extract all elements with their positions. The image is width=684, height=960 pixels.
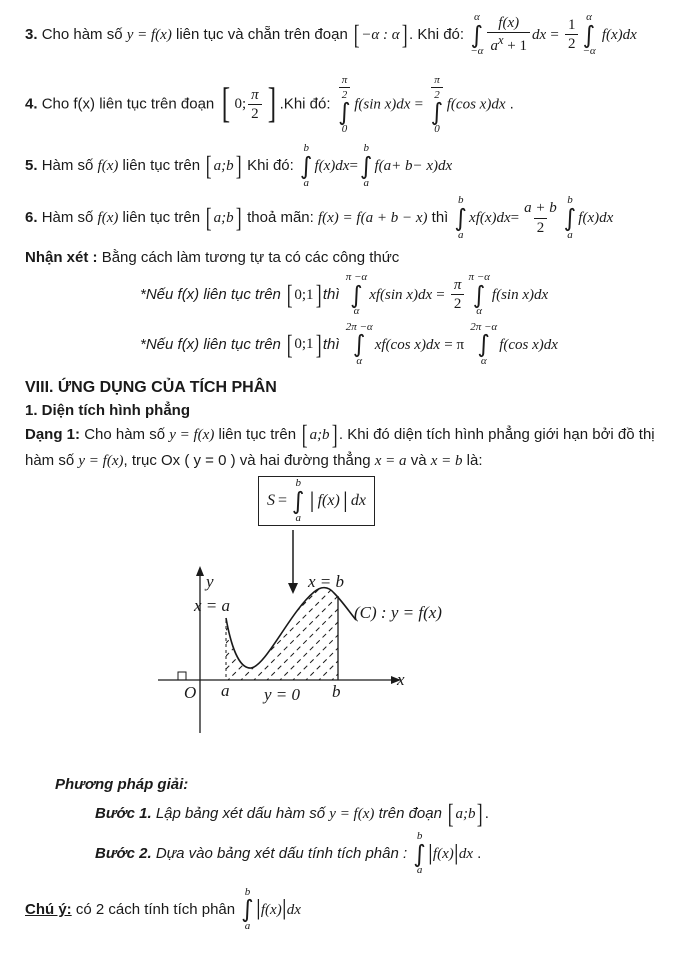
right-bracket: ] <box>235 150 242 182</box>
text: Hàm số <box>41 209 94 227</box>
fraction: $\frac{1}{2}$ <box>565 17 579 53</box>
fraction: $\frac{f(x)}{a^x + 1}$ <box>487 15 530 55</box>
dang-label: Dạng 1: <box>25 426 81 444</box>
text: thì <box>322 285 340 303</box>
text: thì <box>431 209 449 227</box>
math: y = f(x) <box>126 26 172 43</box>
math: f(x)dx <box>314 158 350 175</box>
remark <box>0 249 684 268</box>
step-1 <box>0 797 684 829</box>
step-label: Bước 2. <box>95 844 152 862</box>
right-bracket: ] <box>477 797 484 829</box>
text: liên tục trên <box>218 426 297 444</box>
label-x-eq-b: x = b <box>308 572 345 592</box>
right-angle-marker <box>178 672 186 680</box>
abs-bar: | <box>281 896 287 921</box>
text: là: <box>466 452 483 470</box>
left-bracket: [ <box>353 18 360 50</box>
text: . Khi đó diện tích hình phẳng giới hạn bởi đồ thị <box>338 426 655 444</box>
label-curve: (C) : y = f(x) <box>354 603 442 623</box>
item-number: 6. <box>25 209 38 227</box>
math: S <box>267 492 275 510</box>
math: y = f(x) <box>329 805 375 822</box>
math: f(cos x)dx <box>446 96 506 113</box>
integral: b ∫ a <box>563 194 577 241</box>
left-bracket: [ <box>286 328 293 360</box>
integral: α ∫ −α <box>582 11 596 58</box>
math: xf(sin x)dx <box>369 286 433 303</box>
math: dx <box>350 492 366 510</box>
formula-box <box>258 476 375 526</box>
integral-sign: ∫ <box>338 98 351 127</box>
math: f(x) <box>97 158 119 175</box>
item-6 <box>0 195 684 241</box>
remark-label: Nhận xét : <box>25 249 98 267</box>
equals: = <box>349 158 358 175</box>
dang-1-line-2 <box>0 452 684 471</box>
integral-sign: ∫ <box>454 203 468 232</box>
math: f(x) <box>432 845 454 862</box>
math: dx <box>286 901 301 918</box>
area-graph <box>148 530 488 748</box>
integral: b ∫ a <box>413 829 426 877</box>
note-2 <box>0 322 684 368</box>
left-bracket: [ <box>205 150 212 182</box>
equals: = <box>414 96 424 113</box>
math: f(sin x)dx <box>491 286 549 303</box>
integral: b ∫ a <box>292 477 305 524</box>
step-label: Bước 1. <box>95 804 152 822</box>
integral-sign: ∫ <box>292 486 305 515</box>
integral-sign: ∫ <box>470 20 484 49</box>
integral-sign: ∫ <box>563 203 577 232</box>
integral: $\frac{\pi}{2}$ ∫ 0 <box>338 73 351 135</box>
text: Dựa vào bảng xét dấu tính tích phân : <box>155 844 408 862</box>
left-bracket: [ <box>222 80 231 127</box>
integral: 2π −α ∫ α <box>345 320 373 368</box>
right-bracket: ] <box>331 419 338 451</box>
label-x-eq-a: x = a <box>194 596 231 616</box>
item-5 <box>0 143 684 189</box>
text: trên đoạn <box>378 804 442 822</box>
math: f(x) <box>97 210 119 227</box>
math: f(x) = f(a + b − x) <box>317 210 428 227</box>
fraction: $\frac{\pi}{2}$ <box>248 87 262 123</box>
text: Cho hàm số <box>41 25 123 43</box>
math: f(cos x)dx <box>499 336 558 353</box>
bracket-group: [ 0; $\frac{\pi}{2}$ ] <box>222 80 276 127</box>
integral: b ∫ a <box>454 194 468 241</box>
integral-sign: ∫ <box>299 151 313 180</box>
math: f(x)dx <box>578 210 614 227</box>
fraction: $\frac{\pi}{2}$ <box>451 277 465 313</box>
text: thì <box>322 335 340 353</box>
label-a: a <box>221 681 230 701</box>
equals: = π <box>444 336 465 353</box>
text: . <box>509 95 514 113</box>
bracket-group: [ a;b ] <box>447 797 484 829</box>
method-title: Phương pháp giải: <box>55 776 189 794</box>
abs-bar: | <box>309 488 315 513</box>
label-y-eq-0: y = 0 <box>264 685 301 705</box>
left-bracket: [ <box>447 797 454 829</box>
math: f(x) <box>317 492 340 510</box>
integral: b ∫ a <box>359 142 373 189</box>
equals: = <box>278 492 288 510</box>
right-bracket: ] <box>267 80 276 127</box>
label-origin: O <box>184 683 197 703</box>
text: liên tục trên <box>122 209 201 227</box>
bracket-group: [ a;b ] <box>301 419 338 451</box>
step-2 <box>0 831 684 877</box>
abs-bar: | <box>453 840 459 865</box>
left-bracket: [ <box>286 278 293 310</box>
math: dx <box>531 26 547 43</box>
integral-sign: ∫ <box>413 839 426 868</box>
equals: = <box>550 26 559 43</box>
left-bracket: [ <box>301 419 308 451</box>
text: thoả mãn: <box>247 209 314 227</box>
integral: 2π −α ∫ α <box>470 320 498 368</box>
item-3 <box>0 12 684 58</box>
item-number: 4. <box>25 95 38 113</box>
abs-bar: | <box>342 488 348 513</box>
integral: b ∫ a <box>241 885 254 933</box>
math: y = f(x) <box>169 427 215 444</box>
math: f(x) <box>260 901 282 918</box>
abs-bar: | <box>255 896 261 921</box>
text: *Nếu f(x) liên tục trên <box>140 285 281 303</box>
right-bracket: ] <box>315 278 322 310</box>
integral: α ∫ −α <box>470 11 484 58</box>
integral-sign: ∫ <box>352 330 366 359</box>
equals: = <box>436 286 445 303</box>
text: liên tục trên <box>122 157 201 175</box>
bracket-group: [ a;b ] <box>205 150 242 182</box>
text: Hàm số <box>41 157 94 175</box>
text: , trục Ox ( y = 0 ) và hai đường thẳng <box>123 452 371 470</box>
subsection-heading: 1. Diện tích hình phẳng <box>25 401 190 419</box>
right-bracket: ] <box>315 328 322 360</box>
math: f(sin x)dx <box>354 96 411 113</box>
text: . <box>484 804 489 822</box>
bracket-content: −α : α <box>361 26 400 43</box>
text: và <box>410 452 427 470</box>
text: .Khi đó: <box>279 95 331 113</box>
integral: π −α ∫ α <box>345 270 368 318</box>
text: Lập bảng xét dấu hàm số <box>155 804 326 822</box>
integral-sign: ∫ <box>241 895 254 924</box>
left-bracket: [ <box>205 202 212 234</box>
text: *Nếu f(x) liên tục trên <box>140 335 281 353</box>
hatching <box>148 583 429 682</box>
dang-1-line-1 <box>0 419 684 451</box>
arrowhead-down-icon <box>288 583 298 594</box>
section-heading: VIII. ỨNG DỤNG CỦA TÍCH PHÂN <box>25 378 277 396</box>
integral-sign: ∫ <box>430 98 444 127</box>
label-b: b <box>332 682 341 702</box>
math: x = a <box>374 453 407 470</box>
figure-area-under-curve <box>0 476 684 754</box>
right-bracket: ] <box>401 18 408 50</box>
label-x: x <box>397 670 405 690</box>
integral-sign: ∫ <box>477 330 490 359</box>
integral-sign: ∫ <box>350 280 363 309</box>
right-bracket: ] <box>235 202 242 234</box>
math: xf(x)dx <box>469 210 511 227</box>
integral: π −α ∫ α <box>468 270 490 318</box>
integral-sign: ∫ <box>472 280 486 309</box>
integral: b ∫ a <box>299 142 313 189</box>
text: . <box>477 844 482 862</box>
note-1 <box>0 272 684 318</box>
integral: $\frac{\pi}{2}$ ∫ 0 <box>430 73 444 135</box>
integral-sign: ∫ <box>359 151 373 180</box>
item-4 <box>0 74 684 136</box>
text: Cho hàm số <box>84 426 166 444</box>
text: liên tục và chẵn trên đoạn <box>176 25 348 43</box>
bracket-group: [ a;b ] <box>205 202 242 234</box>
equals: = <box>510 210 520 227</box>
text: Cho f(x) liên tục trên đoạn <box>41 95 215 113</box>
math: f(x)dx <box>601 26 637 43</box>
math: x = b <box>430 453 463 470</box>
integral-sign: ∫ <box>582 20 596 49</box>
math: dx <box>458 845 473 862</box>
text: hàm số <box>25 452 75 470</box>
label-y: y <box>206 572 214 592</box>
item-number: 3. <box>25 25 38 43</box>
note-final <box>0 887 684 933</box>
note-label: Chú ý: <box>25 900 72 918</box>
abs-bar: | <box>427 840 433 865</box>
text: có 2 cách tính tích phân <box>75 900 236 918</box>
arrowhead-y-icon <box>196 566 204 576</box>
text: Bằng cách làm tương tự ta có các công thức <box>101 249 400 267</box>
text: Khi đó: <box>247 157 294 175</box>
math: f(a+ b− x)dx <box>374 158 453 175</box>
math: xf(cos x)dx <box>374 336 441 353</box>
bracket-group <box>352 18 409 50</box>
math: y = f(x) <box>78 453 124 470</box>
fraction: $\frac{a + b}{2}$ <box>524 200 557 236</box>
bracket-group: [ 0;1 ] <box>286 328 322 360</box>
item-number: 5. <box>25 157 38 175</box>
bracket-group: [ 0;1 ] <box>286 278 322 310</box>
text: . Khi đó: <box>409 25 465 43</box>
